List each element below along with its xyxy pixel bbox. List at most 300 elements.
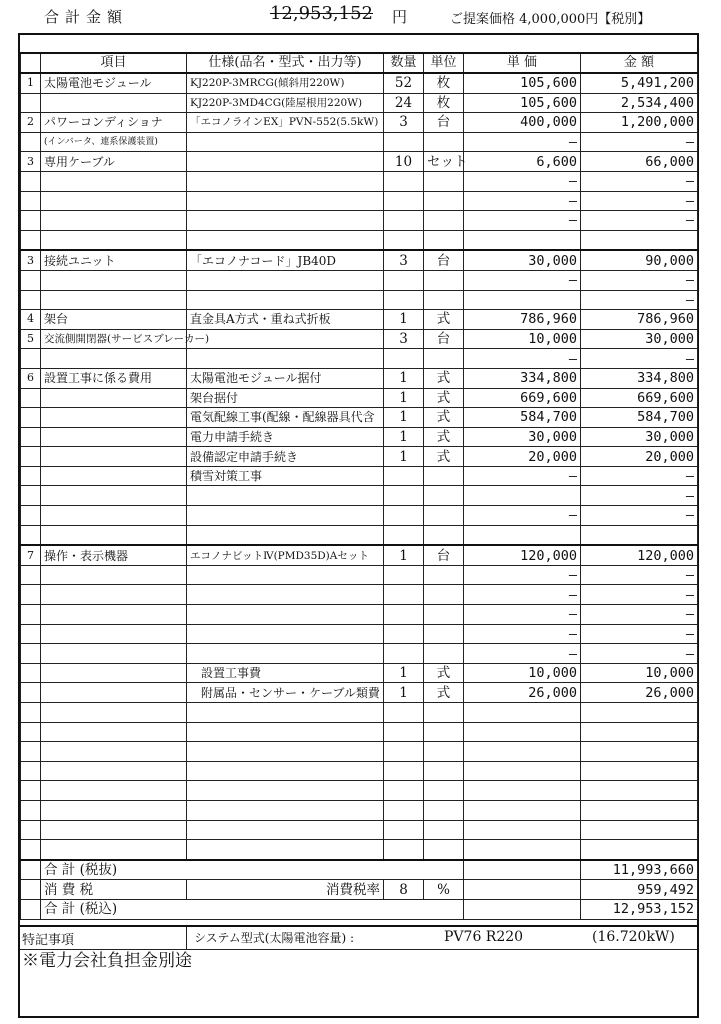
cell-unit <box>424 840 464 860</box>
subtotal-row <box>21 860 698 880</box>
cell-unit <box>424 703 464 723</box>
cell-qty <box>384 486 424 506</box>
cell-no: 3 <box>21 250 41 270</box>
cell-unit: 式 <box>424 663 464 683</box>
cell-unit: 枚 <box>424 73 464 93</box>
cell-spec <box>187 486 384 506</box>
tax-row <box>21 880 698 900</box>
cell-spec <box>187 329 384 349</box>
cell-no <box>21 447 41 467</box>
table-row <box>21 132 698 152</box>
cell-no <box>21 506 41 526</box>
cell-no <box>21 408 41 428</box>
cell-spec: 「エコノラインEX」PVN-552(5.5kW) <box>187 113 384 133</box>
cell-amount <box>581 742 698 762</box>
cell-price: 584,700 <box>464 408 581 428</box>
table-row <box>21 742 698 762</box>
cell-amount: – <box>581 211 698 231</box>
cell-no: 3 <box>21 152 41 172</box>
cell-price: – <box>464 191 581 211</box>
table-row <box>21 349 698 369</box>
cell-qty <box>384 230 424 250</box>
cell-spec <box>187 703 384 723</box>
cell-unit <box>424 191 464 211</box>
table-row <box>21 368 698 388</box>
table-row <box>21 761 698 781</box>
cell-qty: 1 <box>384 368 424 388</box>
cell-spec <box>187 644 384 664</box>
cell-price <box>464 840 581 860</box>
cell-qty: 1 <box>384 427 424 447</box>
cell-no <box>21 585 41 605</box>
col-spec: 仕様(品名・型式・出力等) <box>187 53 384 73</box>
cell-amount <box>581 722 698 742</box>
cell-unit <box>424 800 464 820</box>
cell-item <box>41 349 187 369</box>
cell-unit: 式 <box>424 368 464 388</box>
cell-item: (インバータ、連系保護装置) <box>41 132 187 152</box>
cell-item <box>41 703 187 723</box>
cell-no <box>21 388 41 408</box>
cell-spec <box>187 211 384 231</box>
cell-price: 105,600 <box>464 93 581 113</box>
cell-qty: 1 <box>384 408 424 428</box>
cell-qty <box>384 840 424 860</box>
cell-item <box>41 290 187 310</box>
cell-unit <box>424 565 464 585</box>
cell-amount: 1,200,000 <box>581 113 698 133</box>
cell-no: 2 <box>21 113 41 133</box>
cell-spec <box>187 605 384 625</box>
cell-amount: 2,534,400 <box>581 93 698 113</box>
cell-price: 26,000 <box>464 683 581 703</box>
cell-spec: 設置工事費 <box>187 663 384 683</box>
cell-amount: 26,000 <box>581 683 698 703</box>
cell-price <box>464 820 581 840</box>
cell-no: 4 <box>21 310 41 330</box>
cell-spec <box>187 525 384 545</box>
cell-no <box>21 742 41 762</box>
cell-unit <box>424 525 464 545</box>
cell-spec <box>187 840 384 860</box>
cell-price <box>464 703 581 723</box>
table-row <box>21 800 698 820</box>
cell-item: 交流側開閉器(サービスブレーカー) <box>41 329 187 349</box>
table-row <box>21 290 698 310</box>
cell-qty <box>384 191 424 211</box>
cell-item <box>41 663 187 683</box>
cell-price <box>464 722 581 742</box>
table-row <box>21 820 698 840</box>
cell-item <box>41 605 187 625</box>
cell-spec <box>187 152 384 172</box>
table-header-row <box>21 53 698 73</box>
cell-amount: – <box>581 644 698 664</box>
system-capacity: (16.720kW) <box>592 929 675 945</box>
cell-amount: 30,000 <box>581 329 698 349</box>
cell-qty <box>384 132 424 152</box>
cell-no <box>21 93 41 113</box>
total-label: 合計金額 <box>44 8 129 26</box>
cell-no <box>21 211 41 231</box>
total-amount: 12,953,152 <box>269 3 373 24</box>
cell-item: 設置工事に係る費用 <box>41 368 187 388</box>
cell-item <box>41 820 187 840</box>
table-row <box>21 171 698 191</box>
table-row <box>21 310 698 330</box>
tax-value: 959,492 <box>581 880 698 900</box>
cell-item: 専用ケーブル <box>41 152 187 172</box>
cell-item <box>41 270 187 290</box>
cell-price: 105,600 <box>464 73 581 93</box>
cell-item: 操作・表示機器 <box>41 545 187 565</box>
cell-unit <box>424 820 464 840</box>
cell-amount: 20,000 <box>581 447 698 467</box>
table-row <box>21 565 698 585</box>
cell-qty <box>384 565 424 585</box>
cell-qty <box>384 349 424 369</box>
system-model-value: PV76 R220 <box>444 929 524 945</box>
cell-price: – <box>464 506 581 526</box>
cell-qty <box>384 722 424 742</box>
cell-qty: 1 <box>384 663 424 683</box>
cell-item: 接続ユニット <box>41 250 187 270</box>
notes-label: 特記事項 <box>22 933 75 948</box>
cell-no <box>21 171 41 191</box>
cell-spec <box>187 820 384 840</box>
cell-item: 架台 <box>41 310 187 330</box>
cell-no <box>21 644 41 664</box>
cell-no <box>21 624 41 644</box>
table-row <box>21 722 698 742</box>
cell-item <box>41 644 187 664</box>
table-row <box>21 840 698 860</box>
cell-spec: 設備認定申請手続き <box>187 447 384 467</box>
cell-unit: 台 <box>424 250 464 270</box>
cell-amount <box>581 781 698 801</box>
cell-unit <box>424 486 464 506</box>
cell-qty <box>384 742 424 762</box>
tax-label: 消 費 税 <box>41 880 187 900</box>
cell-unit <box>424 270 464 290</box>
table-row <box>21 703 698 723</box>
table-row <box>21 466 698 486</box>
cell-amount: – <box>581 191 698 211</box>
cell-spec <box>187 624 384 644</box>
table-row <box>21 250 698 270</box>
cell-unit <box>424 290 464 310</box>
cell-spec <box>187 506 384 526</box>
cell-no <box>21 605 41 625</box>
cell-spec: 電気配線工事(配線・配線器具代含 <box>187 408 384 428</box>
cell-amount: 120,000 <box>581 545 698 565</box>
cell-unit: 台 <box>424 113 464 133</box>
cell-unit <box>424 742 464 762</box>
table-row <box>21 427 698 447</box>
cell-item: パワーコンディショナ <box>41 113 187 133</box>
cell-unit <box>424 781 464 801</box>
cell-qty: 1 <box>384 545 424 565</box>
cell-item <box>41 800 187 820</box>
cell-no <box>21 703 41 723</box>
cell-spec: 電力申請手続き <box>187 427 384 447</box>
cell-spec: 架台据付 <box>187 388 384 408</box>
cell-price <box>464 230 581 250</box>
cell-spec <box>187 132 384 152</box>
cell-item <box>41 486 187 506</box>
cell-price <box>464 486 581 506</box>
table-row <box>21 408 698 428</box>
cell-no <box>21 683 41 703</box>
cell-amount <box>581 840 698 860</box>
cell-item <box>41 585 187 605</box>
cell-item <box>41 230 187 250</box>
cell-unit <box>424 211 464 231</box>
cell-no: 1 <box>21 73 41 93</box>
cell-amount: – <box>581 486 698 506</box>
cell-amount <box>581 230 698 250</box>
cell-no <box>21 525 41 545</box>
cell-item <box>41 761 187 781</box>
cell-price <box>464 525 581 545</box>
cell-qty: 1 <box>384 683 424 703</box>
cell-unit <box>424 605 464 625</box>
cell-amount <box>581 761 698 781</box>
table-row <box>21 388 698 408</box>
cell-unit: 台 <box>424 329 464 349</box>
cell-spec <box>187 722 384 742</box>
table-row <box>21 644 698 664</box>
cell-price: 669,600 <box>464 388 581 408</box>
cell-item <box>41 447 187 467</box>
table-row <box>21 230 698 250</box>
cell-amount: – <box>581 132 698 152</box>
cell-price: 10,000 <box>464 663 581 683</box>
cell-no <box>21 191 41 211</box>
cell-qty <box>384 781 424 801</box>
cell-spec <box>187 270 384 290</box>
total-row <box>21 899 698 919</box>
cell-item <box>41 624 187 644</box>
cell-spec: KJ220P-3MRCG(傾斜用220W) <box>187 73 384 93</box>
cell-qty <box>384 605 424 625</box>
cell-unit <box>424 349 464 369</box>
cell-amount: – <box>581 290 698 310</box>
cell-qty: 1 <box>384 447 424 467</box>
cell-qty <box>384 290 424 310</box>
cell-price: – <box>464 466 581 486</box>
cell-amount: – <box>581 585 698 605</box>
cell-qty <box>384 585 424 605</box>
table-row <box>21 486 698 506</box>
cell-price: 10,000 <box>464 329 581 349</box>
cell-unit <box>424 761 464 781</box>
cell-unit <box>424 506 464 526</box>
cell-amount: – <box>581 565 698 585</box>
cell-no <box>21 820 41 840</box>
cell-amount: 584,700 <box>581 408 698 428</box>
cell-qty <box>384 644 424 664</box>
cell-qty <box>384 211 424 231</box>
cell-item <box>41 722 187 742</box>
cell-unit <box>424 230 464 250</box>
cell-unit <box>424 132 464 152</box>
cell-item <box>41 525 187 545</box>
table-row <box>21 545 698 565</box>
cell-qty <box>384 761 424 781</box>
cell-amount: 669,600 <box>581 388 698 408</box>
tax-rate: 8 <box>384 880 424 900</box>
cell-item <box>41 506 187 526</box>
table-row <box>21 525 698 545</box>
total-row-value: 12,953,152 <box>581 899 698 919</box>
col-qty: 数量 <box>384 53 424 73</box>
table-row <box>21 329 698 349</box>
cell-spec: KJ220P-3MD4CG(陸屋根用220W) <box>187 93 384 113</box>
cell-price: – <box>464 565 581 585</box>
subtotal-label: 合 計 (税抜) <box>41 860 464 880</box>
cell-amount: – <box>581 506 698 526</box>
cell-no: 5 <box>21 329 41 349</box>
cell-unit: 式 <box>424 388 464 408</box>
cell-no <box>21 722 41 742</box>
cell-amount: – <box>581 171 698 191</box>
yen-unit: 円 <box>392 8 408 26</box>
table-row <box>21 191 698 211</box>
cell-unit: 台 <box>424 545 464 565</box>
cell-qty <box>384 270 424 290</box>
cell-spec <box>187 349 384 369</box>
cell-item <box>41 191 187 211</box>
cell-spec <box>187 781 384 801</box>
col-amount: 金 額 <box>581 53 698 73</box>
cell-unit <box>424 624 464 644</box>
cell-price: 400,000 <box>464 113 581 133</box>
cell-price: 334,800 <box>464 368 581 388</box>
cell-item <box>41 93 187 113</box>
cell-no: 7 <box>21 545 41 565</box>
cell-qty <box>384 800 424 820</box>
cell-qty: 3 <box>384 113 424 133</box>
cell-unit: 式 <box>424 683 464 703</box>
cell-price <box>464 781 581 801</box>
system-model-label: システム型式(太陽電池容量) : <box>194 931 355 945</box>
cell-spec <box>187 585 384 605</box>
cell-unit <box>424 644 464 664</box>
total-row-label: 合 計 (税込) <box>41 899 464 919</box>
cell-amount: 334,800 <box>581 368 698 388</box>
cell-item <box>41 171 187 191</box>
cell-unit: 式 <box>424 310 464 330</box>
cell-price: 6,600 <box>464 152 581 172</box>
cell-item <box>41 683 187 703</box>
table-row <box>21 683 698 703</box>
cell-amount <box>581 525 698 545</box>
cell-unit <box>424 466 464 486</box>
cell-item: 太陽電池モジュール <box>41 73 187 93</box>
cell-amount: 5,491,200 <box>581 73 698 93</box>
cell-amount <box>581 800 698 820</box>
cell-price: – <box>464 605 581 625</box>
cell-price: 30,000 <box>464 250 581 270</box>
cell-no <box>21 565 41 585</box>
cell-qty: 3 <box>384 329 424 349</box>
cell-no <box>21 466 41 486</box>
cell-unit: 枚 <box>424 93 464 113</box>
cell-qty: 52 <box>384 73 424 93</box>
table-row <box>21 73 698 93</box>
cell-price <box>464 761 581 781</box>
cell-qty: 24 <box>384 93 424 113</box>
cell-no: 6 <box>21 368 41 388</box>
cell-no <box>21 290 41 310</box>
cell-price: 20,000 <box>464 447 581 467</box>
cell-qty <box>384 703 424 723</box>
cell-price: – <box>464 624 581 644</box>
table-row <box>21 605 698 625</box>
cell-amount: – <box>581 624 698 644</box>
cell-unit <box>424 722 464 742</box>
cell-item <box>41 742 187 762</box>
cell-spec <box>187 290 384 310</box>
cell-spec <box>187 171 384 191</box>
cell-qty: 3 <box>384 250 424 270</box>
cell-item <box>41 565 187 585</box>
cell-spec <box>187 191 384 211</box>
cell-amount: – <box>581 349 698 369</box>
table-row <box>21 663 698 683</box>
cell-amount: 30,000 <box>581 427 698 447</box>
cell-no <box>21 270 41 290</box>
cell-price: – <box>464 171 581 191</box>
cell-spec <box>187 742 384 762</box>
estimate-table <box>20 52 698 920</box>
cell-spec: 太陽電池モジュール据付 <box>187 368 384 388</box>
cell-price: 120,000 <box>464 545 581 565</box>
cell-unit: 式 <box>424 447 464 467</box>
cell-no <box>21 800 41 820</box>
table-row <box>21 781 698 801</box>
table-row <box>21 211 698 231</box>
cell-spec: エコノナビットⅣ(PMD35D)Aセット <box>187 545 384 565</box>
tax-rate-label: 消費税率 <box>187 880 384 900</box>
table-row <box>21 624 698 644</box>
cell-price: – <box>464 585 581 605</box>
cell-qty <box>384 820 424 840</box>
cell-no <box>21 486 41 506</box>
cell-item <box>41 840 187 860</box>
proposal-price: ご提案価格 4,000,000円【税別】 <box>450 12 651 27</box>
cell-spec <box>187 565 384 585</box>
cell-item <box>41 466 187 486</box>
cell-price: – <box>464 211 581 231</box>
cell-price: – <box>464 132 581 152</box>
cell-amount: – <box>581 270 698 290</box>
cell-qty <box>384 506 424 526</box>
cell-item <box>41 408 187 428</box>
cell-item <box>41 388 187 408</box>
cell-unit <box>424 585 464 605</box>
cell-item <box>41 211 187 231</box>
cell-amount <box>581 703 698 723</box>
cell-no <box>21 840 41 860</box>
cell-price: – <box>464 349 581 369</box>
cell-unit: 式 <box>424 427 464 447</box>
cell-price: – <box>464 270 581 290</box>
subtotal-value: 11,993,660 <box>581 860 698 880</box>
table-row <box>21 93 698 113</box>
cell-spec: 「エコノナコード」JB40D <box>187 250 384 270</box>
